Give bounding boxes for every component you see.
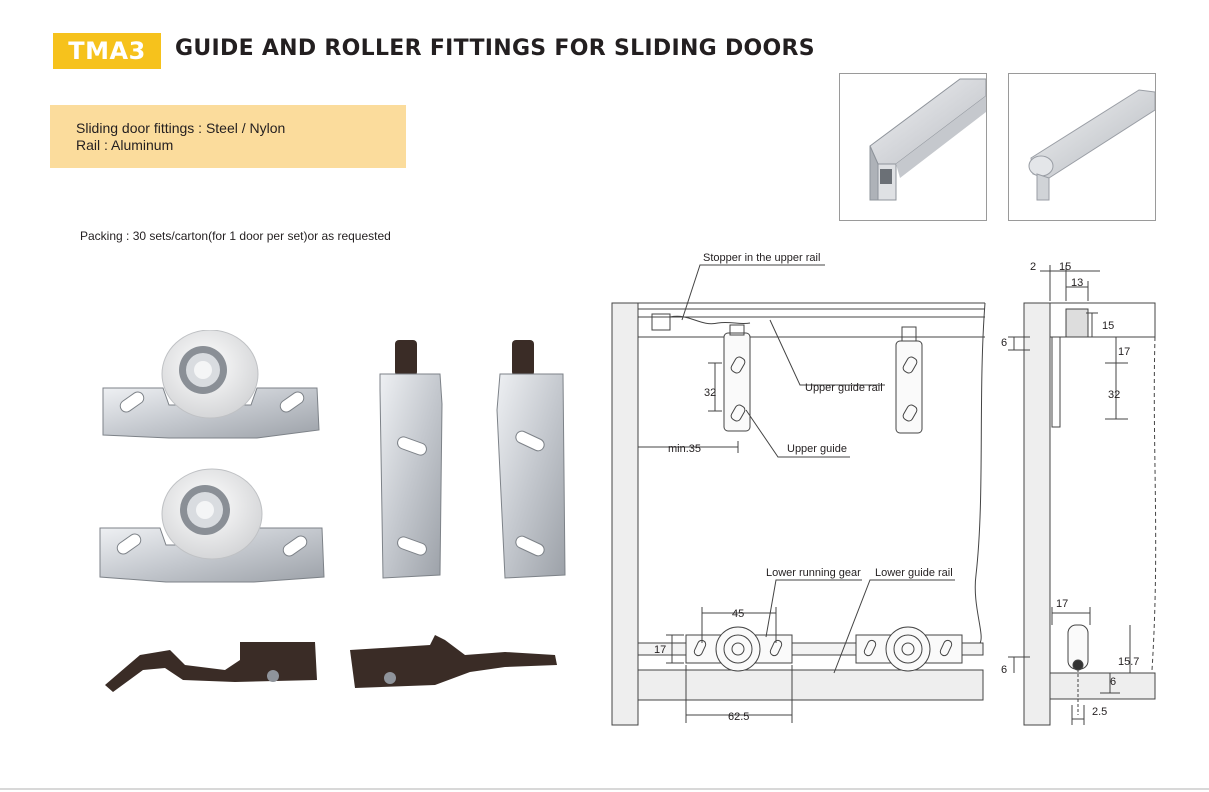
upper-rail-photo xyxy=(839,73,987,221)
model-badge: TMA3 xyxy=(53,33,161,69)
lower-rail-photo xyxy=(1008,73,1156,221)
label-min35: min.35 xyxy=(668,443,702,455)
dim-6a: 6 xyxy=(1001,337,1008,349)
dim-17c: 17 xyxy=(1056,598,1069,610)
dim-17b: 17 xyxy=(1118,346,1131,358)
dim-32a: 32 xyxy=(704,387,717,399)
label-lower-running-gear: Lower running gear xyxy=(766,567,861,579)
spec-fittings: Sliding door fittings : Steel / Nylon xyxy=(76,120,286,136)
spec-rail: Rail : Aluminum xyxy=(76,137,174,153)
technical-drawing xyxy=(600,245,1170,735)
footer-divider xyxy=(0,788,1209,790)
dim-15-7: 15.7 xyxy=(1118,656,1140,668)
packing-note: Packing : 30 sets/carton(for 1 door per set)or as requested xyxy=(80,229,391,243)
page-title: GUIDE AND ROLLER FITTINGS FOR SLIDING DOORS xyxy=(175,36,815,61)
label-upper-guide-rail: Upper guide rail xyxy=(805,382,883,394)
upper-guide-1 xyxy=(380,340,442,578)
label-lower-guide-rail: Lower guide rail xyxy=(875,567,953,579)
roller-fitting-1 xyxy=(103,330,319,438)
stopper-2 xyxy=(350,635,557,688)
label-stopper: Stopper in the upper rail xyxy=(703,252,821,264)
dim-6b: 6 xyxy=(1001,664,1008,676)
dim-45: 45 xyxy=(732,608,745,620)
product-photos xyxy=(95,330,575,700)
spec-box xyxy=(50,105,406,168)
dim-17a: 17 xyxy=(654,644,667,656)
roller-fitting-2 xyxy=(100,469,324,582)
dim-15a: 15 xyxy=(1059,261,1072,273)
dim-62-5: 62.5 xyxy=(728,711,750,723)
upper-guide-2 xyxy=(497,340,565,578)
dim-6c: 6 xyxy=(1110,676,1117,688)
label-upper-guide: Upper guide xyxy=(787,443,847,455)
dim-32b: 32 xyxy=(1108,389,1121,401)
dim-15b: 15 xyxy=(1102,320,1115,332)
dim-2: 2 xyxy=(1030,261,1037,273)
dim-2-5: 2.5 xyxy=(1092,706,1108,718)
stopper-1 xyxy=(105,642,317,692)
dim-13: 13 xyxy=(1071,277,1084,289)
